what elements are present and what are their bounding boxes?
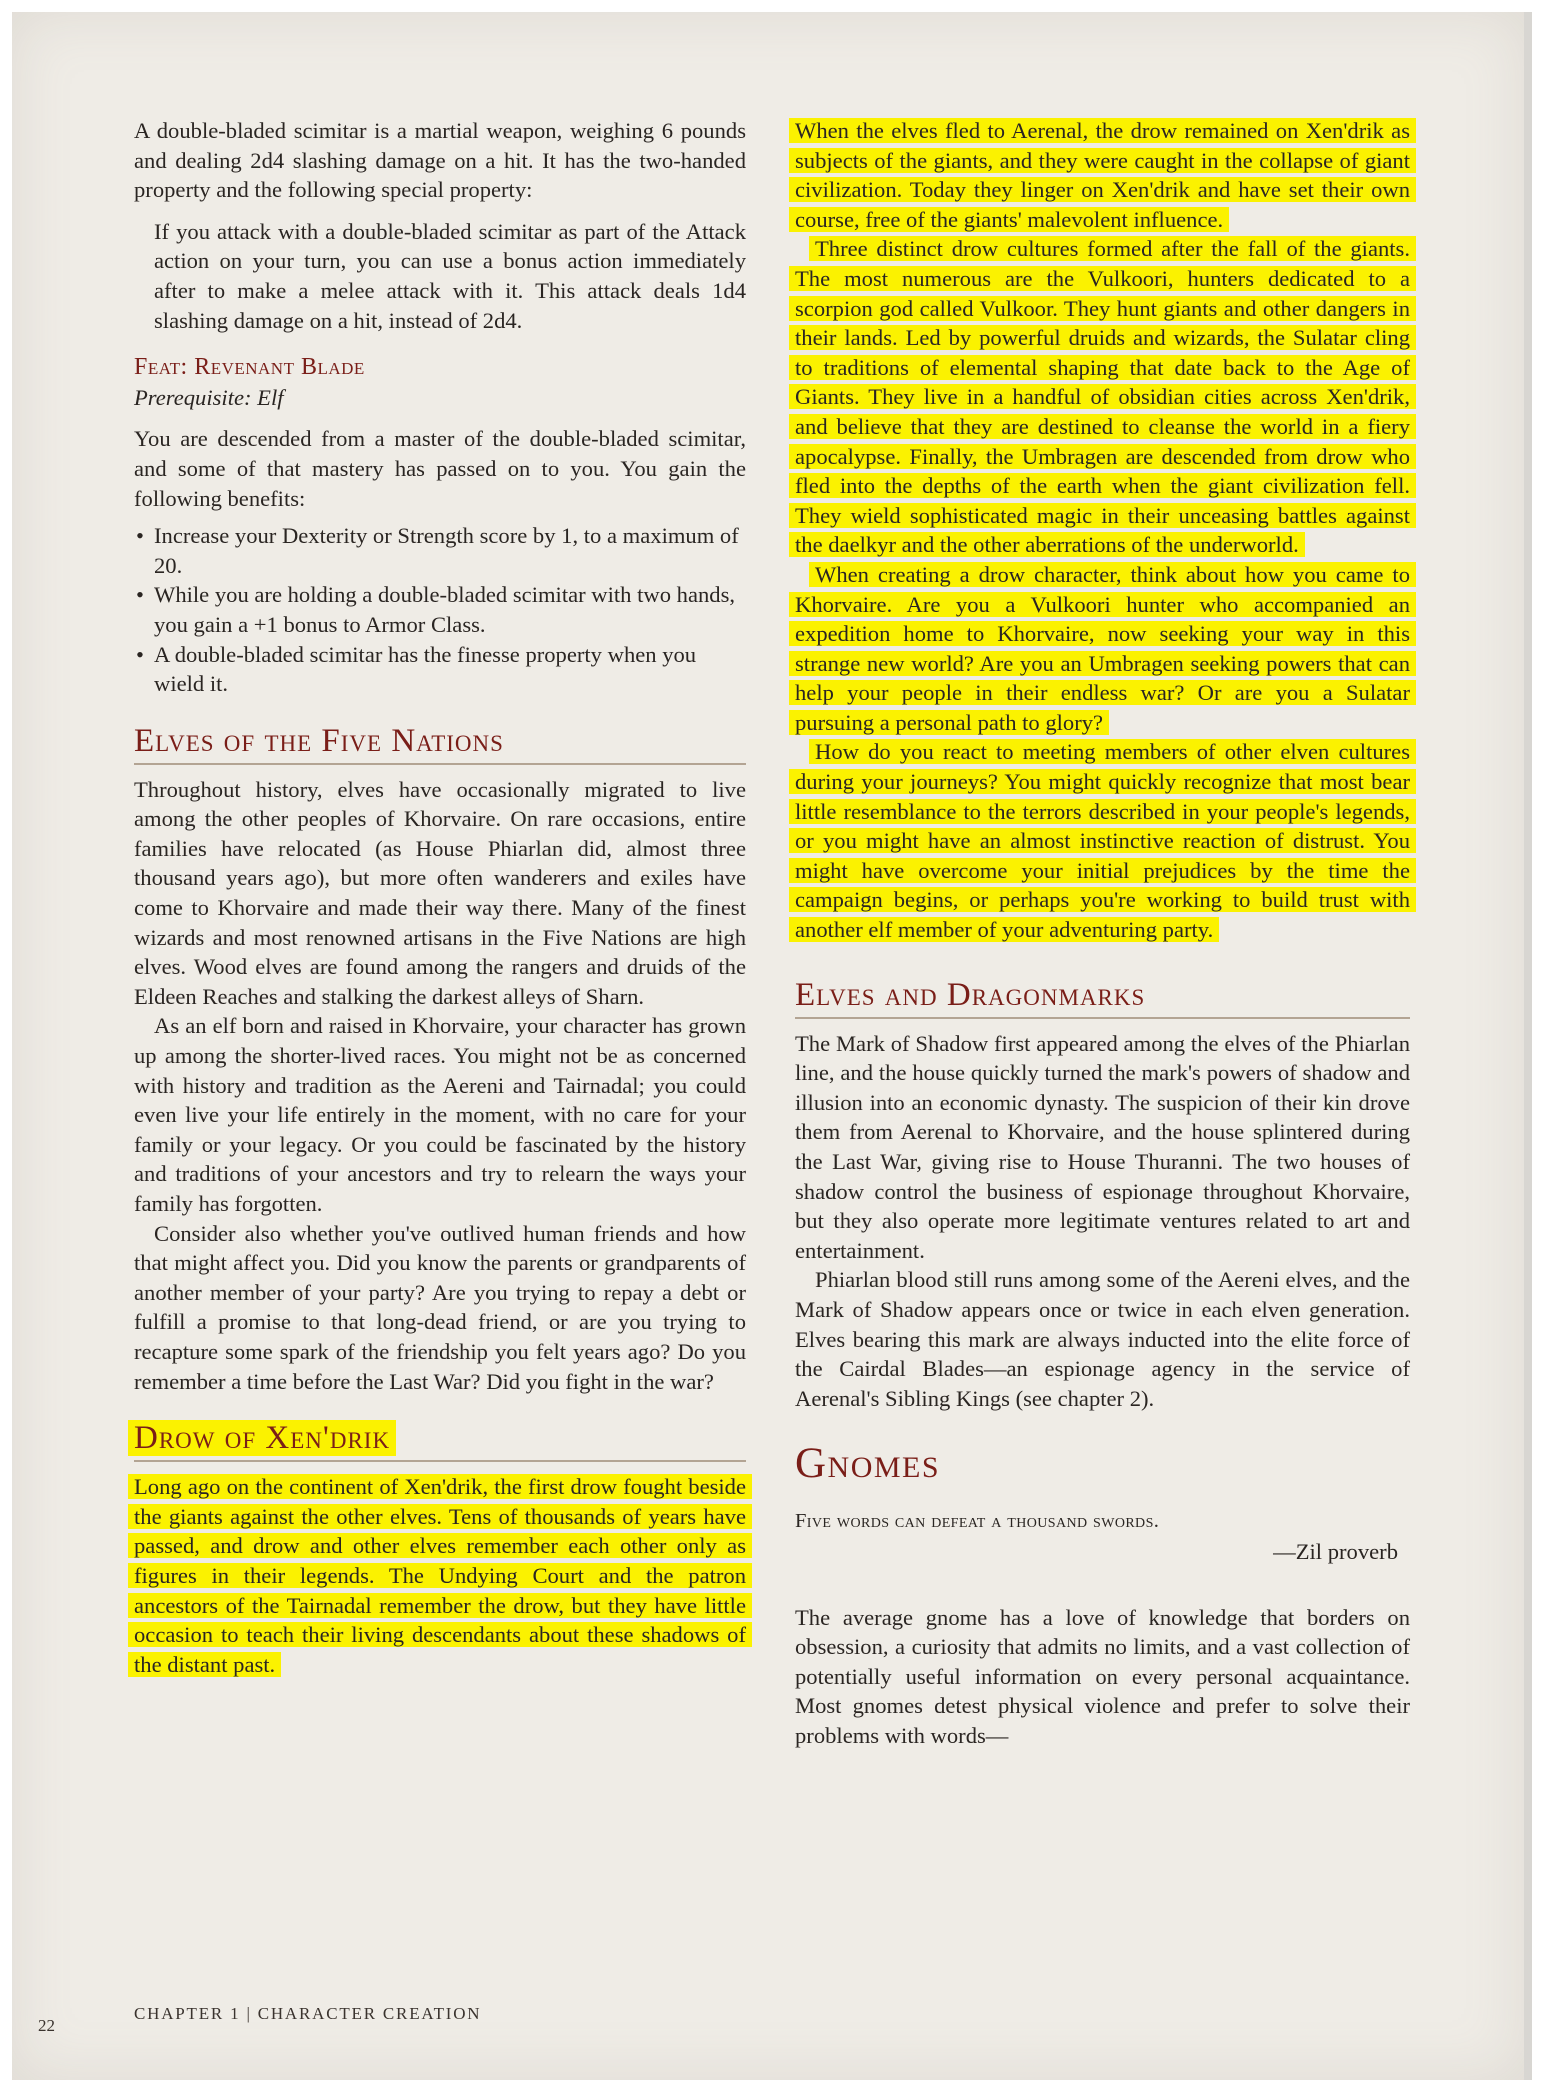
paragraph: As an elf born and raised in Khorvaire, your character has grown up among the shorter-lived races. You might not be as concerned with history and tradition as the Aereni and Tairnadal; you could even live your life entirely in the moment, with no care for your family or your legacy. Or you could be fascinated by the history and traditions of your ancestors and try to relearn the ways your family has forgotten.	[134, 1013, 746, 1216]
highlighted-text: When the elves fled to Aerenal, the drow remained on Xen'drik as subjects of the giants, and they were caught in the collapse of giant civilization. Today they linger on Xen'drik and have set their own course, free of the giants' malevolent influence.	[789, 118, 1416, 232]
gnomes-epigraph-attribution: —Zil proverb	[1273, 1538, 1398, 1564]
feat-prerequisite: Prerequisite: Elf	[134, 384, 284, 410]
section-heading-elves-dragonmarks: Elves and Dragonmarks	[795, 975, 1410, 1019]
paragraph	[795, 560, 1410, 738]
book-page	[12, 12, 1532, 2080]
paragraph: Throughout history, elves have occasionally migrated to live among the other peoples of Khorvaire. On rare occasions, entire families have relocated (as House Phiarlan did, almost three thousand years ago), but more often wanderers and exiles have come to Khorvaire and made their way there. Many of the finest wizards and most renowned artisans in the Five Nations are high elves. Wood elves are found among the rangers and druids of the Eldeen Reaches and stalking the darkest alleys of Sharn.	[134, 776, 746, 1009]
section-heading-elves-five-nations: Elves of the Five Nations	[134, 721, 746, 765]
gnomes-epigraph: Five words can defeat a thousand swords.	[795, 1510, 1160, 1533]
section-heading-drow-of-xendrik	[134, 1418, 746, 1462]
highlighted-text: How do you react to meeting members of other elven cultures during your journeys? You might quickly recognize that most bear little resemblance to the terrors described in your people's legends, or you might have an almost instinctive reaction of distrust. You might have overcome your initial prejudices by the time the campaign begins, or perhaps you're working to build trust with another elf member of your adventuring party.	[789, 739, 1416, 942]
paragraph	[795, 116, 1410, 234]
right-column	[795, 116, 1410, 1751]
feat-heading	[134, 353, 746, 383]
left-column	[134, 116, 746, 1679]
highlighted-heading-text: Drow of Xen'drik	[128, 1420, 396, 1456]
highlighted-text: When creating a drow character, think about how you came to Khorvaire. Are you a Vulkoori hunter who accompanied an expedition home to Khorvaire, now seeking your way in this strange new world? Are you an Umbragen seeking powers that can help your people in their endless war? Or are you a Sulatar pursuing a personal path to glory?	[789, 562, 1416, 735]
list-item: • A double-bladed scimitar has the finesse property when you wield it.	[134, 640, 746, 699]
page-number: 22	[38, 2016, 55, 2035]
drow-intro-paragraph	[134, 1472, 746, 1679]
list-item: • Increase your Dexterity or Strength score by 1, to a maximum of 20.	[134, 521, 746, 580]
chapter-heading-gnomes: Gnomes	[795, 1440, 941, 1488]
feat-benefits-list	[134, 521, 746, 699]
list-item: • While you are holding a double-bladed scimitar with two hands, you gain a +1 bonus to Armor Class.	[134, 580, 746, 639]
paragraph: The average gnome has a love of knowledge that borders on obsession, a curiosity that admits no limits, and a vast collection of potentially useful information on every personal acquaintance. Most gnomes detest physical violence and prefer to solve their problems with words—	[795, 1604, 1410, 1748]
paragraph	[795, 737, 1410, 944]
paragraph: The Mark of Shadow first appeared among the elves of the Phiarlan line, and the house quickly turned the mark's powers of shadow and illusion into an economic dynasty. The suspicion of their kin drove them from Aerenal to Khorvaire, and the house splintered during the Last War, giving rise to House Thuranni. The two houses of shadow control the business of espionage throughout Khorvaire, but they also operate more legitimate ventures related to art and entertainment.	[795, 1030, 1410, 1263]
highlighted-text: Long ago on the continent of Xen'drik, the first drow fought beside the giants against the other elves. Tens of thousands of years have passed, and drow and other elves remember each other only as figures in their legends. The Undying Court and the patron ancestors of the Tairnadal remember the drow, but they have little occasion to teach their living descendants about these shadows of the distant past.	[128, 1474, 752, 1677]
feat-heading-name: Revenant Blade	[194, 354, 365, 381]
paragraph: Phiarlan blood still runs among some of the Aereni elves, and the Mark of Shadow appears once or twice in each elven generation. Elves bearing this mark are always inducted into the elite force of the Cairdal Blades—an espionage agency in the service of Aerenal's Sibling Kings (see chapter 2).	[795, 1267, 1410, 1411]
scimitar-special-property: If you attack with a double-bladed scimitar as part of the Attack action on your turn, you can use a bonus action immediately after to make a melee attack with it. This attack deals 1d4 slashing damage on a hit, instead of 2d4.	[154, 218, 746, 333]
highlighted-text: Three distinct drow cultures formed after the fall of the giants. The most numerous are the Vulkoori, hunters dedicated to a scorpion god called Vulkoor. They hunt giants and other dangers in their lands. Led by powerful druids and wizards, the Sulatar cling to traditions of elemental shaping that date back to the Age of Giants. They live in a handful of obsidian cities across Xen'drik, and believe that they are destined to cleanse the world in a fiery apocalypse. Finally, the Umbragen are descended from drow who fled into the depths of the earth when the giant civilization fell. They wield sophisticated magic in their unceasing battles against the daelkyr and the other aberrations of the underworld.	[789, 236, 1416, 557]
scimitar-intro-paragraph: A double-bladed scimitar is a martial weapon, weighing 6 pounds and dealing 2d4 slashing damage on a hit. It has the two-handed property and the following special property:	[134, 118, 746, 203]
feat-heading-prefix: Feat:	[134, 354, 195, 381]
chapter-footer: CHAPTER 1 | CHARACTER CREATION	[134, 2004, 482, 2023]
paragraph: Consider also whether you've outlived human friends and how that might affect you. Did you know the parents or grandparents of another member of your party? Are you trying to repay a debt or fulfill a promise to that long-dead friend, or are you trying to recapture some spark of the friendship you felt years ago? Do you remember a time before the Last War? Did you fight in the war?	[134, 1220, 746, 1394]
feat-description: You are descended from a master of the double-bladed scimitar, and some of that mastery has passed on to you. You gain the following benefits:	[134, 426, 746, 511]
paragraph	[795, 234, 1410, 560]
